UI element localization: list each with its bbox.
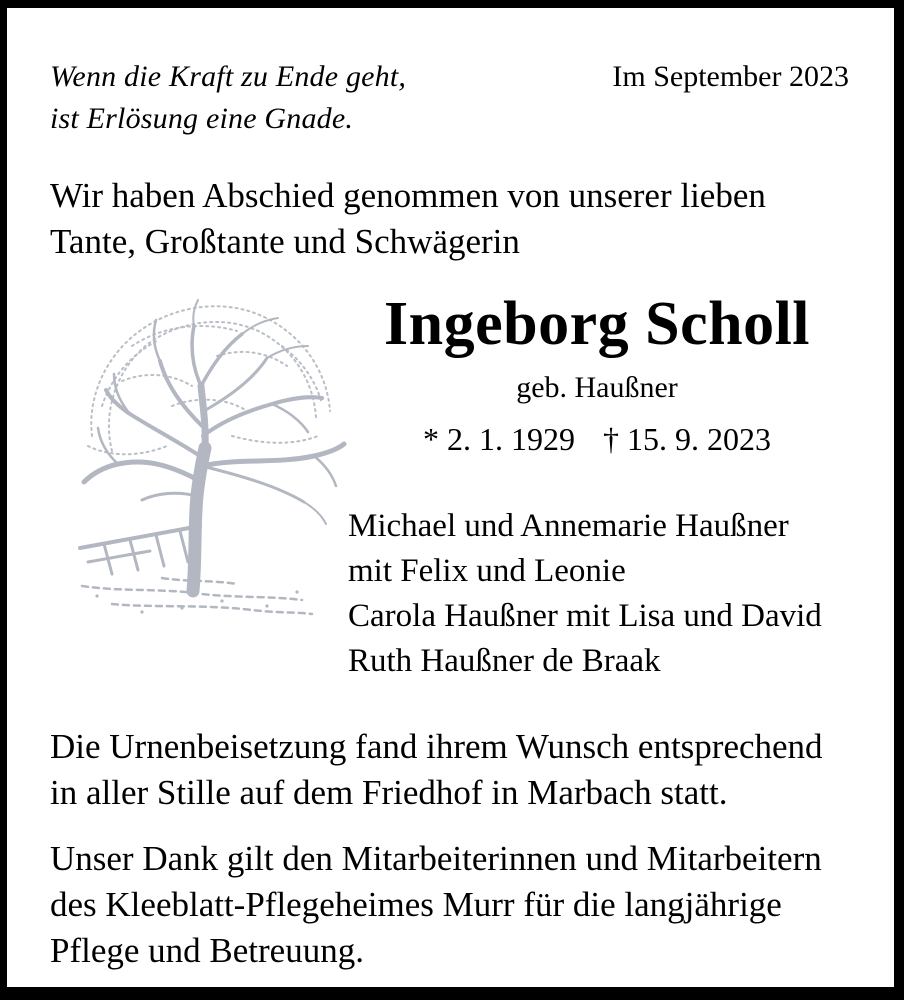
burial-line-1: Die Urnenbeisetzung fand ihrem Wunsch entsprechend (50, 727, 823, 766)
intro-line-1: Wir haben Abschied genommen von unserer lieben (50, 176, 766, 215)
mourner-line: Carola Haußner mit Lisa und David (348, 598, 822, 634)
intro-line-2: Tante, Großtante und Schwägerin (50, 222, 520, 261)
mourner-line: Ruth Haußner de Braak (348, 643, 661, 679)
publication-date: Im September 2023 (612, 60, 849, 93)
bare-tree-icon (52, 286, 347, 621)
deceased-block (347, 291, 847, 457)
thanks-line-2: des Kleeblatt-Pflegeheimes Murr für die langjährige (50, 885, 782, 924)
thanks-line-3: Pflege und Betreuung. (50, 931, 364, 970)
mourners-list (348, 504, 822, 684)
burial-text (50, 724, 823, 816)
deceased-name: Ingeborg Scholl (383, 290, 811, 358)
burial-line-2: in aller Stille auf dem Friedhof in Marbach statt. (50, 773, 728, 812)
thanks-text (50, 836, 822, 974)
birth-date: * 2. 1. 1929 (423, 421, 575, 457)
mourner-line: Michael und Annemarie Haußner (348, 508, 789, 544)
tree-illustration (52, 286, 347, 621)
thanks-line-1: Unser Dank gilt den Mitarbeiterinnen und Mitarbeitern (50, 839, 822, 878)
epigraph-line-1: Wenn die Kraft zu Ende geht, (50, 60, 407, 93)
intro-text (50, 173, 766, 265)
maiden-name: geb. Haußner (516, 371, 678, 404)
epigraph-line-2: ist Erlösung eine Gnade. (50, 102, 354, 135)
life-dates (347, 421, 847, 457)
mourner-line: mit Felix und Leonie (348, 553, 626, 589)
death-date: † 15. 9. 2023 (603, 421, 771, 457)
epigraph-quote (50, 56, 406, 140)
